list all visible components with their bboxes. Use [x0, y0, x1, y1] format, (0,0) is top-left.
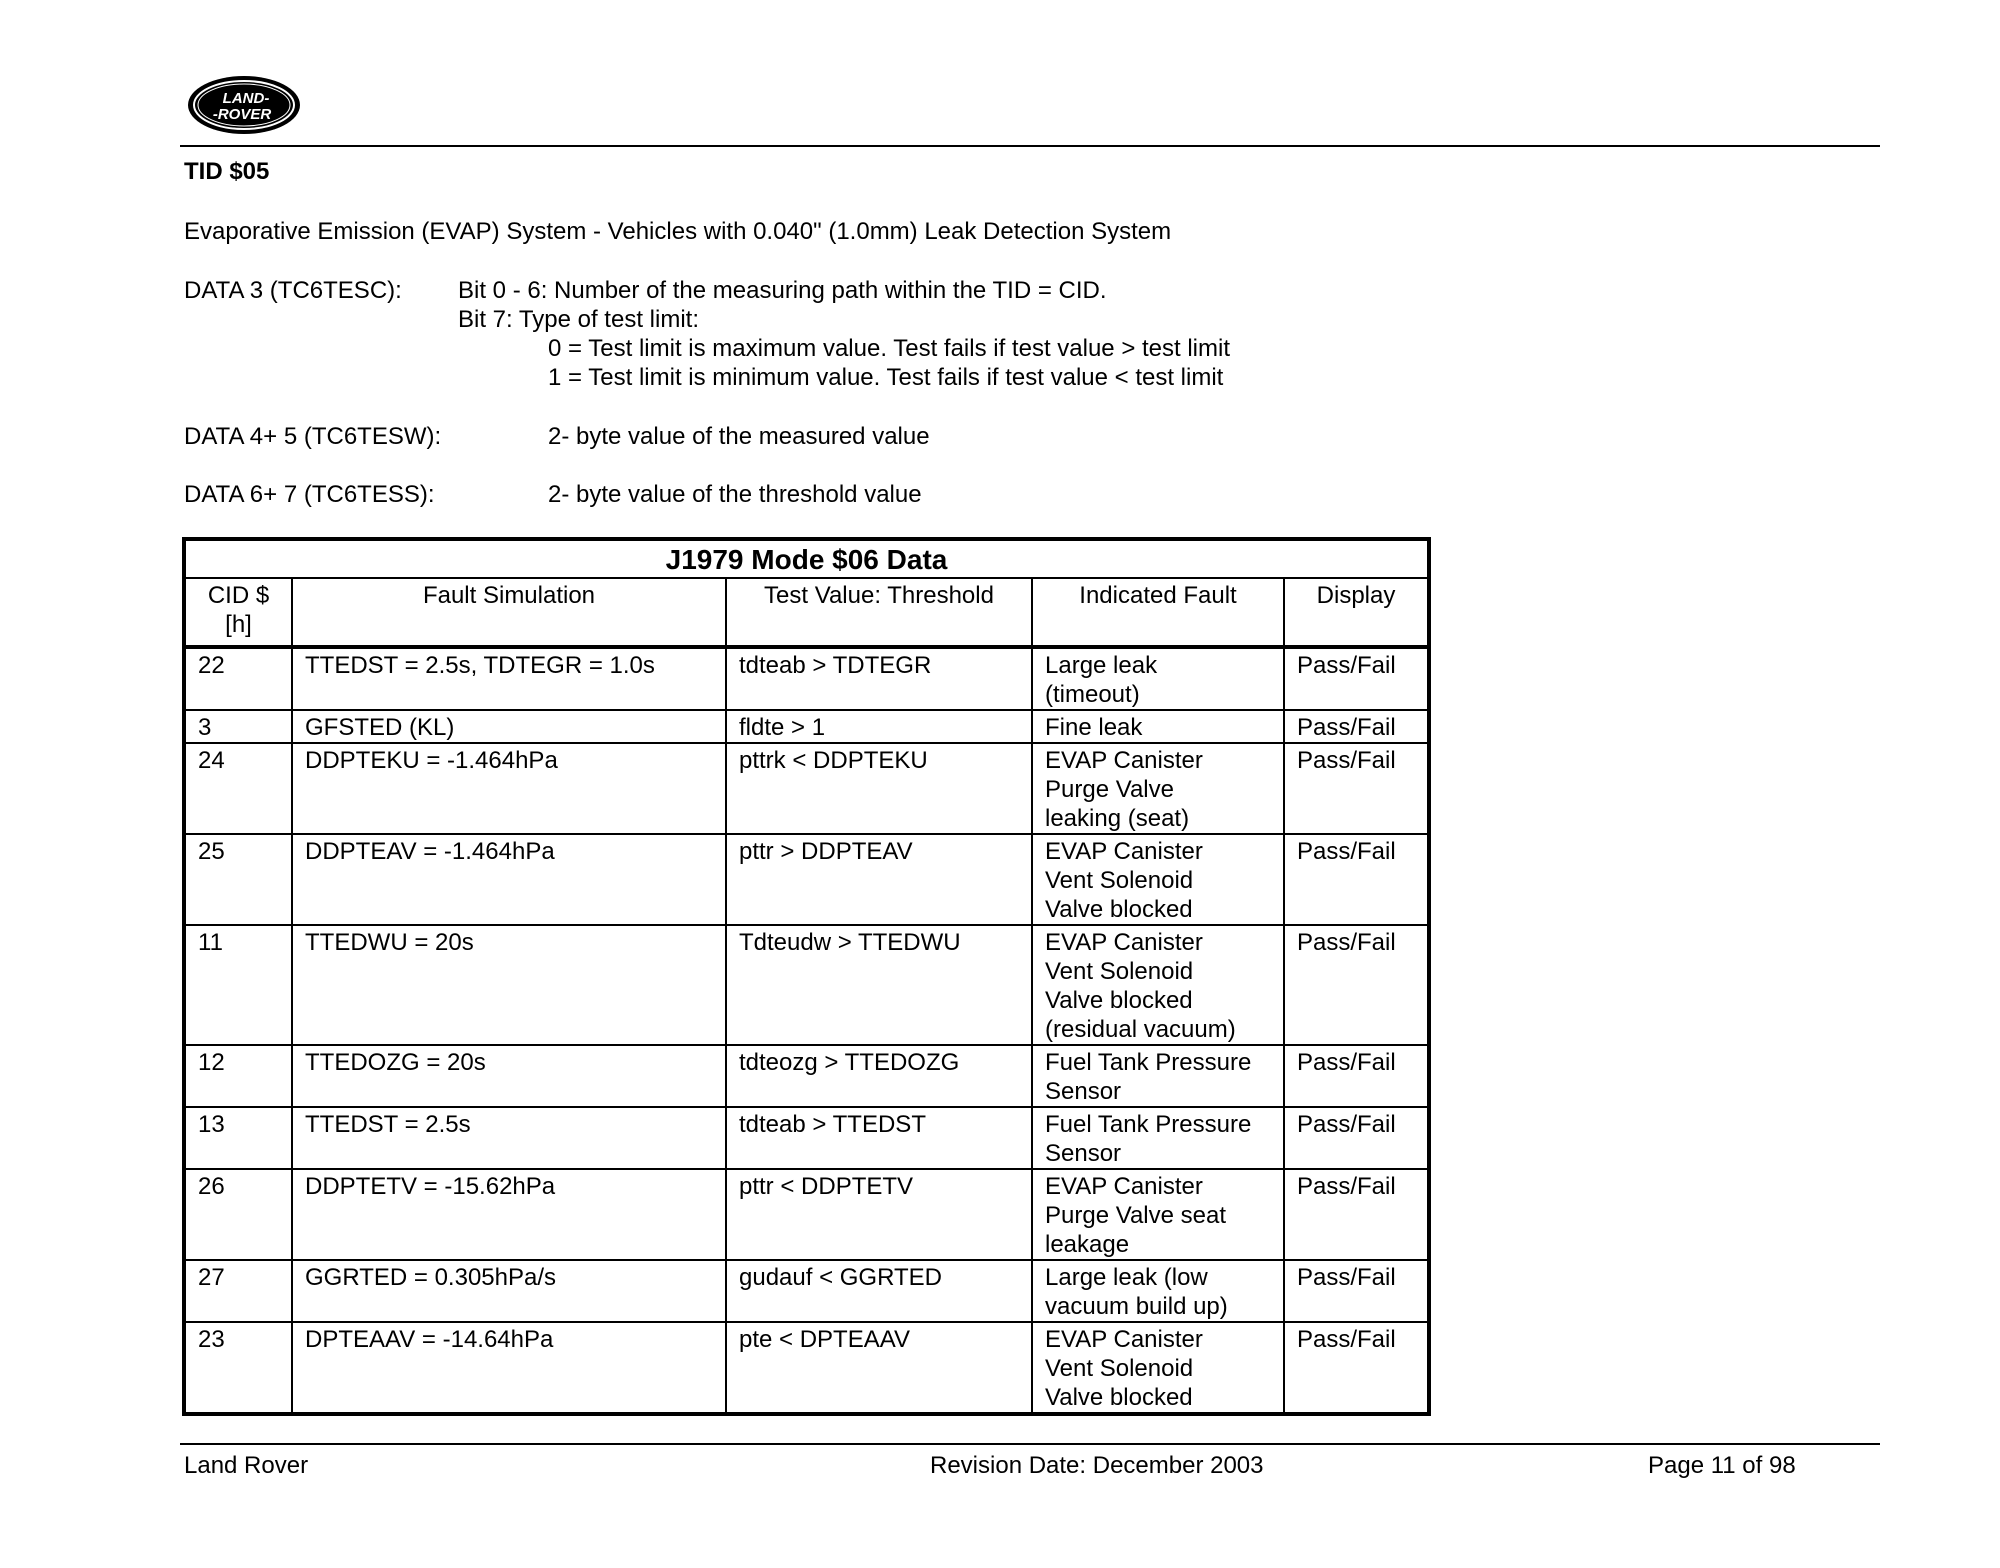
- table-title: J1979 Mode $06 Data: [184, 539, 1429, 578]
- cid-cell: 27: [184, 1260, 292, 1322]
- cid-cell: 25: [184, 834, 292, 925]
- indicated-fault-cell: EVAP Canister Vent Solenoid Valve blocked (residual vacuum): [1032, 925, 1284, 1045]
- cid-cell: 11: [184, 925, 292, 1045]
- cid-cell: 26: [184, 1169, 292, 1260]
- test-value-cell: tdteozg > TTEDOZG: [726, 1045, 1032, 1107]
- fault-simulation-cell: TTEDOZG = 20s: [292, 1045, 726, 1107]
- data3-limit1: 1 = Test limit is minimum value. Test fails if test value < test limit: [548, 364, 1224, 391]
- cid-cell: 24: [184, 743, 292, 834]
- test-value-cell: Tdteudw > TTEDWU: [726, 925, 1032, 1045]
- indicated-fault-cell: EVAP Canister Vent Solenoid Valve blocked: [1032, 1322, 1284, 1414]
- display-cell: Pass/Fail: [1284, 834, 1429, 925]
- test-value-cell: pttrk < DDPTEKU: [726, 743, 1032, 834]
- test-value-cell: fldte > 1: [726, 710, 1032, 743]
- logo-text-top: LAND-: [222, 90, 270, 107]
- column-header-test-value: Test Value: Threshold: [726, 578, 1032, 647]
- display-cell: Pass/Fail: [1284, 710, 1429, 743]
- tid-heading: TID $05: [184, 158, 270, 185]
- test-value-cell: pttr > DDPTEAV: [726, 834, 1032, 925]
- table-row: [184, 710, 1429, 743]
- mode06-data-table: [182, 537, 1431, 1416]
- cid-cell: 13: [184, 1107, 292, 1169]
- footer-page-number: Page 11 of 98: [1648, 1452, 1796, 1479]
- column-header-indicated-fault: Indicated Fault: [1032, 578, 1284, 647]
- data3-label: DATA 3 (TC6TESC):: [184, 277, 402, 304]
- indicated-fault-cell: EVAP Canister Vent Solenoid Valve blocked: [1032, 834, 1284, 925]
- footer-revision-date: Revision Date: December 2003: [930, 1452, 1264, 1479]
- indicated-fault-cell: EVAP Canister Purge Valve seat leakage: [1032, 1169, 1284, 1260]
- display-cell: Pass/Fail: [1284, 1322, 1429, 1414]
- display-cell: Pass/Fail: [1284, 647, 1429, 710]
- display-cell: Pass/Fail: [1284, 925, 1429, 1045]
- footer-company: Land Rover: [184, 1452, 309, 1479]
- table-row: [184, 1107, 1429, 1169]
- test-value-cell: tdteab > TDTEGR: [726, 647, 1032, 710]
- indicated-fault-cell: EVAP Canister Purge Valve leaking (seat): [1032, 743, 1284, 834]
- data3-bit06: Bit 0 - 6: Number of the measuring path within the TID = CID.: [458, 277, 1107, 304]
- fault-simulation-cell: GGRTED = 0.305hPa/s: [292, 1260, 726, 1322]
- test-value-cell: pttr < DDPTETV: [726, 1169, 1032, 1260]
- data45-text: 2- byte value of the measured value: [548, 423, 930, 450]
- column-header-fault-simulation: Fault Simulation: [292, 578, 726, 647]
- column-header-display: Display: [1284, 578, 1429, 647]
- display-cell: Pass/Fail: [1284, 743, 1429, 834]
- fault-simulation-cell: DPTEAAV = -14.64hPa: [292, 1322, 726, 1414]
- display-cell: Pass/Fail: [1284, 1260, 1429, 1322]
- table-row: [184, 743, 1429, 834]
- logo-text-bottom: -ROVER: [212, 106, 272, 123]
- table-row: [184, 925, 1429, 1045]
- table-row: [184, 1169, 1429, 1260]
- display-cell: Pass/Fail: [1284, 1169, 1429, 1260]
- fault-simulation-cell: TTEDWU = 20s: [292, 925, 726, 1045]
- display-cell: Pass/Fail: [1284, 1107, 1429, 1169]
- table-row: [184, 834, 1429, 925]
- column-header-cid-line1: CID $ [h]: [207, 582, 270, 638]
- test-value-cell: gudauf < GGRTED: [726, 1260, 1032, 1322]
- indicated-fault-cell: Fuel Tank Pressure Sensor: [1032, 1107, 1284, 1169]
- display-cell: Pass/Fail: [1284, 1045, 1429, 1107]
- cid-cell: 3: [184, 710, 292, 743]
- table-row: [184, 1260, 1429, 1322]
- header-divider: [180, 145, 1880, 147]
- test-value-cell: tdteab > TTEDST: [726, 1107, 1032, 1169]
- table-row: [184, 1045, 1429, 1107]
- test-value-cell: pte < DPTEAAV: [726, 1322, 1032, 1414]
- fault-simulation-cell: DDPTETV = -15.62hPa: [292, 1169, 726, 1260]
- column-header-cid: [184, 578, 292, 647]
- data3-limit0: 0 = Test limit is maximum value. Test fails if test value > test limit: [548, 335, 1231, 362]
- land-rover-logo: [186, 74, 302, 136]
- fault-simulation-cell: TTEDST = 2.5s: [292, 1107, 726, 1169]
- fault-simulation-cell: DDPTEKU = -1.464hPa: [292, 743, 726, 834]
- table-row: [184, 647, 1429, 710]
- system-description: Evaporative Emission (EVAP) System - Vehicles with 0.040" (1.0mm) Leak Detection System: [184, 218, 1172, 245]
- data67-label: DATA 6+ 7 (TC6TESS):: [184, 481, 435, 508]
- table-row: [184, 1322, 1429, 1414]
- fault-simulation-cell: GFSTED (KL): [292, 710, 726, 743]
- data3-bit7: Bit 7: Type of test limit:: [458, 306, 699, 333]
- cid-cell: 23: [184, 1322, 292, 1414]
- indicated-fault-cell: Large leak (timeout): [1032, 647, 1284, 710]
- indicated-fault-cell: Fuel Tank Pressure Sensor: [1032, 1045, 1284, 1107]
- indicated-fault-cell: Fine leak: [1032, 710, 1284, 743]
- footer-divider: [180, 1443, 1880, 1445]
- fault-simulation-cell: TTEDST = 2.5s, TDTEGR = 1.0s: [292, 647, 726, 710]
- table-header-row: [184, 578, 1429, 647]
- data67-text: 2- byte value of the threshold value: [548, 481, 922, 508]
- data45-label: DATA 4+ 5 (TC6TESW):: [184, 423, 442, 450]
- cid-cell: 12: [184, 1045, 292, 1107]
- fault-simulation-cell: DDPTEAV = -1.464hPa: [292, 834, 726, 925]
- indicated-fault-cell: Large leak (low vacuum build up): [1032, 1260, 1284, 1322]
- cid-cell: 22: [184, 647, 292, 710]
